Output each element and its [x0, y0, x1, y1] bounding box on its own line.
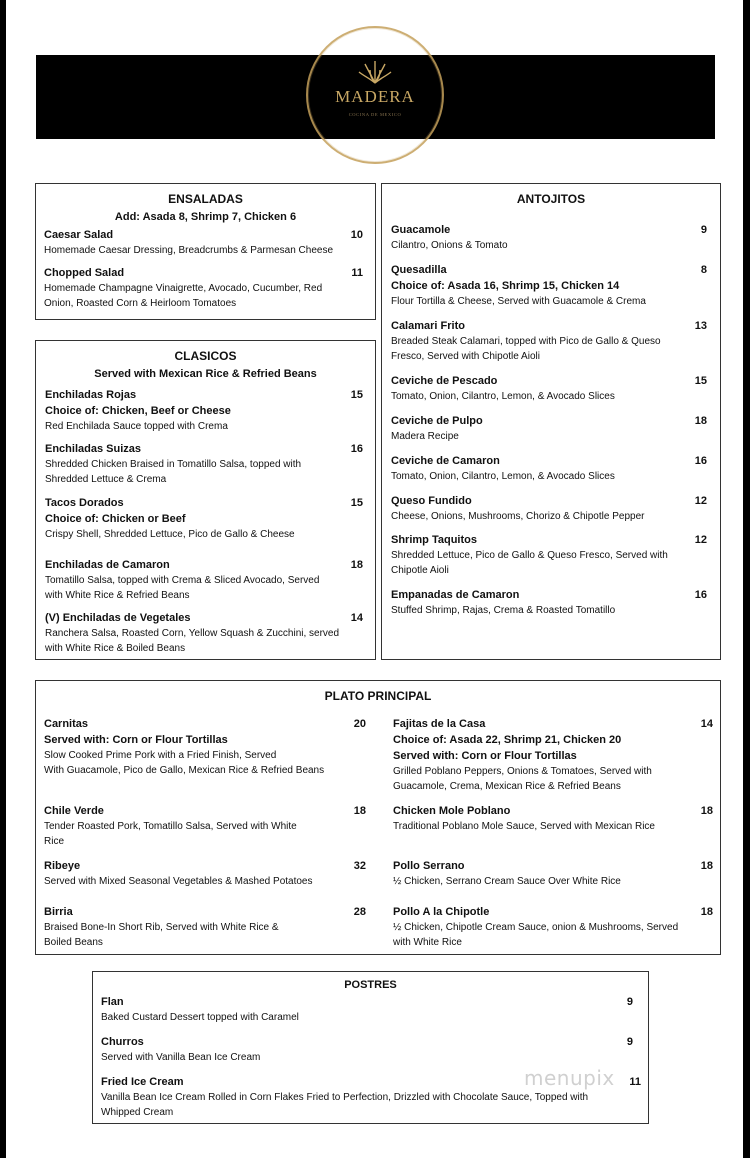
plato-principal-section	[35, 680, 721, 955]
menu-item	[44, 904, 366, 950]
item-desc: Flour Tortilla & Cheese, Served with Guacamole & Crema	[391, 296, 646, 307]
watermark-text: menupix	[524, 1066, 615, 1090]
item-price: 8	[700, 264, 707, 276]
menu-item	[45, 495, 369, 542]
item-desc: Stuffed Shrimp, Rajas, Crema & Roasted Tomatillo	[391, 605, 616, 616]
item-desc: Fresco, Served with Chipotle Aioli	[391, 351, 540, 362]
item-name: Chicken Mole Poblano	[393, 805, 511, 817]
agave-icon	[358, 58, 392, 84]
menu-item	[44, 265, 369, 311]
item-desc: Onion, Roasted Corn & Heirloom Tomatoes	[44, 298, 237, 309]
item-desc: ½ Chicken, Chipotle Cream Sauce, onion & Mushrooms, Served	[393, 922, 679, 933]
menu-item	[44, 716, 366, 778]
item-name: Churros	[101, 1036, 144, 1048]
item-name: Guacamole	[391, 224, 451, 236]
menu-item	[393, 858, 713, 889]
item-price: 11	[351, 267, 363, 279]
item-price: 18	[694, 415, 707, 427]
item-desc: Shredded Lettuce & Crema	[45, 474, 167, 485]
item-name: Chopped Salad	[44, 267, 125, 279]
item-name: Enchiladas de Camaron	[45, 559, 170, 571]
item-desc: Baked Custard Dessert topped with Caramel	[101, 1012, 299, 1023]
menu-item	[44, 803, 366, 849]
menu-page	[6, 0, 743, 1158]
item-name: Ribeye	[44, 860, 81, 872]
menu-item	[101, 994, 633, 1025]
item-name: Pollo Serrano	[393, 860, 465, 872]
item-desc: Shredded Lettuce, Pico de Gallo & Queso Fresco, Served with	[391, 550, 668, 561]
menu-item	[391, 262, 713, 309]
item-name: Empanadas de Camaron	[391, 589, 520, 601]
item-desc: Grilled Poblano Peppers, Onions & Tomatoes, Served with	[393, 766, 652, 777]
postres-section	[92, 971, 649, 1124]
menu-item	[45, 441, 369, 487]
ensaladas-section	[35, 183, 376, 320]
item-price: 9	[626, 996, 633, 1008]
menu-item	[393, 803, 713, 834]
item-desc: with White Rice & Refried Beans	[45, 590, 190, 601]
item-desc: Ranchera Salsa, Roasted Corn, Yellow Squash & Zucchini, served	[45, 628, 340, 639]
section-title: POSTRES	[344, 979, 397, 991]
section-subtitle: Add: Asada 8, Shrimp 7, Chicken 6	[114, 211, 297, 223]
item-name: Calamari Frito	[391, 320, 465, 332]
item-name: Ceviche de Pulpo	[391, 415, 483, 427]
item-choice: Choice of: Asada 22, Shrimp 21, Chicken 20	[393, 734, 622, 746]
item-name: Birria	[44, 906, 73, 918]
item-price: 28	[353, 906, 366, 918]
menu-item	[391, 413, 713, 444]
item-choice: Served with: Corn or Flour Tortillas	[393, 750, 577, 762]
item-desc: Slow Cooked Prime Pork with a Fried Finish, Served	[44, 750, 277, 761]
item-desc: with White Rice	[393, 937, 462, 948]
menu-item	[391, 373, 713, 404]
item-choice: Choice of: Chicken, Beef or Cheese	[45, 405, 231, 417]
item-name: Enchiladas Rojas	[45, 389, 137, 401]
item-choice: Choice of: Asada 16, Shrimp 15, Chicken 14	[391, 280, 620, 292]
section-title: ANTOJITOS	[516, 192, 586, 206]
menu-item	[45, 557, 369, 603]
item-price: 16	[694, 589, 707, 601]
menu-item	[391, 222, 713, 253]
item-desc: with White Rice & Boiled Beans	[45, 643, 186, 654]
item-price: 20	[353, 718, 366, 730]
item-desc: Red Enchilada Sauce topped with Crema	[45, 421, 228, 432]
section-title: CLASICOS	[174, 349, 237, 363]
item-desc: Served with Mixed Seasonal Vegetables & Mashed Potatoes	[44, 876, 313, 887]
item-price: 18	[350, 559, 363, 571]
item-desc: Vanilla Bean Ice Cream Rolled in Corn Flakes Fried to Perfection, Drizzled with Chocolate Sauce, Topped with	[101, 1092, 589, 1103]
item-price: 10	[350, 229, 363, 241]
item-desc: ½ Chicken, Serrano Cream Sauce Over White Rice	[393, 876, 621, 887]
item-name: Enchiladas Suizas	[45, 443, 141, 455]
item-price: 12	[694, 534, 707, 546]
item-price: 18	[700, 805, 713, 817]
item-name: Carnitas	[44, 718, 89, 730]
item-price: 9	[626, 1036, 633, 1048]
menu-item	[44, 227, 369, 258]
item-price: 12	[694, 495, 707, 507]
menu-item	[391, 587, 713, 618]
menu-item	[391, 493, 713, 524]
item-price: 14	[700, 718, 713, 730]
item-name: Shrimp Taquitos	[391, 534, 477, 546]
item-desc: Rice	[44, 836, 65, 847]
menu-item	[45, 610, 369, 656]
menu-item	[393, 904, 713, 950]
item-desc: Guacamole, Crema, Mexican Rice & Refried Beans	[393, 781, 621, 792]
item-price: 9	[700, 224, 707, 236]
item-price: 15	[350, 389, 363, 401]
item-name: Flan	[101, 996, 124, 1008]
item-price: 18	[353, 805, 366, 817]
item-desc: Tomatillo Salsa, topped with Crema & Sliced Avocado, Served	[45, 575, 320, 586]
menu-item	[393, 716, 713, 794]
section-title: ENSALADAS	[168, 192, 243, 206]
item-desc: Cheese, Onions, Mushrooms, Chorizo & Chipotle Pepper	[391, 511, 645, 522]
item-desc: Chipotle Aioli	[391, 565, 449, 576]
item-desc: Served with Vanilla Bean Ice Cream	[101, 1052, 261, 1063]
item-name: Chile Verde	[44, 805, 104, 817]
item-desc: Tender Roasted Pork, Tomatillo Salsa, Served with White	[44, 821, 297, 832]
item-desc: Whipped Cream	[101, 1107, 174, 1118]
item-name: Ceviche de Camaron	[391, 455, 500, 467]
item-name: Pollo A la Chipotle	[393, 906, 490, 918]
menu-item	[44, 858, 366, 889]
item-name: Caesar Salad	[44, 229, 114, 241]
logo	[306, 58, 444, 117]
item-price: 14	[350, 612, 363, 624]
item-name: Tacos Dorados	[45, 497, 124, 509]
item-name: Quesadilla	[391, 264, 447, 276]
item-price: 15	[350, 497, 363, 509]
item-desc: Tomato, Onion, Cilantro, Lemon, & Avocado Slices	[391, 391, 615, 402]
section-subtitle: Served with Mexican Rice & Refried Beans	[94, 368, 317, 380]
item-desc: Boiled Beans	[44, 937, 103, 948]
clasicos-section	[35, 340, 376, 660]
item-name: Queso Fundido	[391, 495, 472, 507]
item-desc: Homemade Champagne Vinaigrette, Avocado, Cucumber, Red	[44, 283, 323, 294]
item-price: 18	[700, 906, 713, 918]
item-name: (V) Enchiladas de Vegetales	[45, 612, 191, 624]
item-price: 32	[353, 860, 366, 872]
item-desc: Braised Bone-In Short Rib, Served with White Rice &	[44, 922, 279, 933]
item-desc: Cilantro, Onions & Tomato	[391, 240, 508, 251]
item-price: 16	[694, 455, 707, 467]
item-desc: Madera Recipe	[391, 431, 459, 442]
menu-item	[391, 453, 713, 484]
menu-item	[45, 387, 369, 434]
item-name: Fried Ice Cream	[101, 1076, 184, 1088]
item-desc: Crispy Shell, Shredded Lettuce, Pico de Gallo & Cheese	[45, 529, 295, 540]
item-desc: Traditional Poblano Mole Sauce, Served with Mexican Rice	[393, 821, 655, 832]
brand-tagline: COCINA DE MEXICO	[348, 112, 402, 117]
item-price: 11	[629, 1076, 641, 1088]
item-price: 16	[350, 443, 363, 455]
item-price: 15	[694, 375, 707, 387]
menu-item	[391, 532, 713, 578]
section-title: PLATO PRINCIPAL	[324, 689, 432, 703]
item-desc: Shredded Chicken Braised in Tomatillo Salsa, topped with	[45, 459, 302, 470]
item-price: 18	[700, 860, 713, 872]
brand-name: MADERA	[335, 87, 415, 106]
item-name: Ceviche de Pescado	[391, 375, 498, 387]
antojitos-section	[381, 183, 721, 660]
item-choice: Choice of: Chicken or Beef	[45, 513, 186, 525]
menu-item	[391, 318, 713, 364]
item-choice: Served with: Corn or Flour Tortillas	[44, 734, 228, 746]
item-desc: Homemade Caesar Dressing, Breadcrumbs & Parmesan Cheese	[44, 245, 334, 256]
menu-item	[101, 1034, 633, 1065]
item-name: Fajitas de la Casa	[393, 718, 486, 730]
item-price: 13	[694, 320, 707, 332]
item-desc: Breaded Steak Calamari, topped with Pico de Gallo & Queso	[391, 336, 661, 347]
item-desc: With Guacamole, Pico de Gallo, Mexican Rice & Refried Beans	[44, 765, 325, 776]
item-desc: Tomato, Onion, Cilantro, Lemon, & Avocado Slices	[391, 471, 615, 482]
